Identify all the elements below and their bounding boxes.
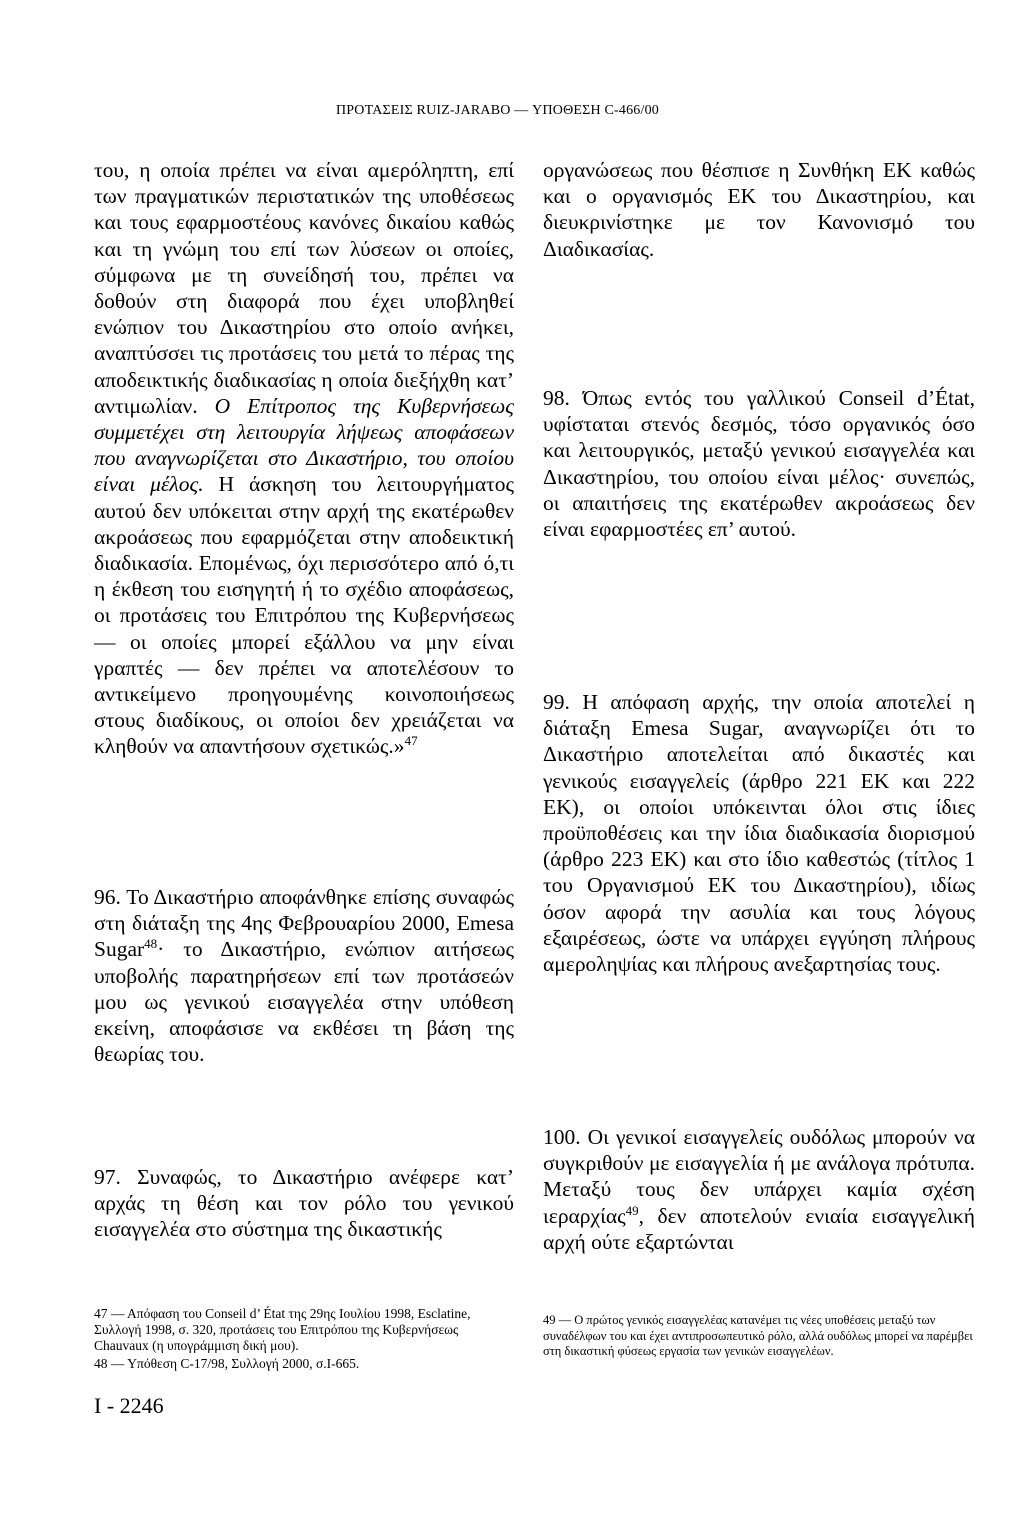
paragraph-continuation: του, η οποία πρέπει να είναι αμερόληπτη, επί των πραγματικών περιστατικών της υποθέσεως και τους εφαρμοστέους κανόνες δικαίου καθώς και τη γνώμη του επί των λύσεων οι οποίες, σύμφωνα με τη συνείδησή του, πρέπει να δοθούν στη διαφορά που έχει υποβληθεί ενώπιον του Δικαστηρίου στο οποίο ανήκει, αναπτύσσει τις προτάσεις του μετά το πέρας της αποδεικτικής διαδικασίας η οποία διεξήχθη κατ’ αντιμωλίαν. Ο Επίτροπος της Κυβερνήσεως συμμετέχει στη λειτουργία λήψεως αποφάσεων που αναγνωρίζεται στο Δικαστήριο, του οποίου είναι μέλος. Η άσκηση του λειτουργήματος αυτού δεν υπόκειται στην αρχή της εκατέρωθεν ακροάσεως που εφαρμόζεται στην αποδεικτική διαδικασία. Επομένως, όχι περισσότερο από ό,τι η έκθεση του εισηγητή ή το σχέδιο αποφάσεως, οι προτάσεις του Επιτρόπου της Κυβερνήσεως — οι οποίες μπορεί εξάλλου να μην είναι γραπτές — δεν πρέπει να αποτελέσουν το αντικείμενο προηγουμένης κοινοποιήσεως στους διαδίκους, οι οποίοι δεν χρειάζεται να κληθούν να απαντήσουν σχετικώς.»$^{47}$ [94,158,515,759]
left-column-block-1 [94,157,514,760]
italic-quote: Ο Επίτροπος της Κυβερνήσεως συμμετέχει στη λειτουργία λήψεως αποφάσεων που αναγνωρίζεται στο Δικαστήριο, του οποίου είναι μέλος. [94,393,514,497]
footnote-47: 47 — Απόφαση του Conseil d’ État της 29ης Ιουλίου 1998, Esclatine, Συλλογή 1998, σ. 320, προτάσεις του Επιτρόπου της Κυβερνήσεως Chauvaux (η υπογράμμιση δική μου). [94,1306,471,1353]
paragraph-99: 99. Η απόφαση αρχής, την οποία αποτελεί η διάταξη Emesa Sugar, αναγνωρίζει ότι το Δικαστήριο αποτελείται από δικαστές και γενικούς εισαγγελείς (άρθρο 221 ΕΚ και 222 ΕΚ), οι οποίοι υπόκεινται όλοι στις ίδιες προϋποθέσεις και την ίδια διαδικασία διορισμού (άρθρο 223 ΕΚ) και στο ίδιο καθεστώς (τίτλος 1 του Οργανισμού ΕΚ του Δικαστηρίου), ιδίως όσον αφορά την ασυλία και τους λόγους εξαιρέσεως, ώστε να υπάρχει εγγύηση πλήρους αμεροληψίας και πλήρους ανεξαρτησίας τους. [543,690,975,977]
paragraph-97: 97. Συναφώς, το Δικαστήριο ανέφερε κατ’ αρχάς τη θέση και τον ρόλο του γενικού εισαγγελέα στο σύστημα της δικαστικής [94,1165,514,1242]
footnote-ref-48[interactable]: 48 [144,936,158,952]
page-number: I - 2246 [94,1393,164,1418]
paragraph-100: 100. Οι γενικοί εισαγγελείς ουδόλως μπορούν να συγκριθούν με εισαγγελία ή με ανάλογα πρότυπα. Μεταξύ τους δεν υπάρχει καμία σχέση ιεραρχίας$^{49}$, δεν αποτελούν ενιαία εισαγγελική αρχή ούτε εξαρτώνται [543,1125,975,1254]
running-header: ΠΡΟΤΑΣΕΙΣ RUIZ-JARABO — ΥΠΟΘΕΣΗ C-466/00 [336,103,659,118]
right-column-continuation: οργανώσεως που θέσπισε η Συνθήκη ΕΚ καθώς και ο οργανισμός ΕΚ του Δικαστηρίου, και διευκρινίστηκε με τον Κανονισμό του Διαδικασίας. [543,158,975,261]
footnote-ref-49[interactable]: 49 [625,1202,639,1218]
paragraph-98: 98. Όπως εντός του γαλλικού Conseil d’État, υφίσταται στενός δεσμός, τόσο οργανικός όσο και λειτουργικός, μεταξύ γενικού εισαγγελέα και Δικαστηρίου, του οποίου είναι μέλος· συνεπώς, οι απαιτήσεις της εκατέρωθεν ακροάσεως δεν είναι εφαρμοστέες επ’ αυτού. [543,386,975,542]
footnote-ref-47[interactable]: 47 [404,733,418,749]
footnote-49: 49 — Ο πρώτος γενικός εισαγγελέας κατανέμει τις νέες υποθέσεις μεταξύ των συναδέλφων του και έχει αντιπροσωπευτικό ρόλο, αλλά ουδόλως μπορεί να παρέμβει στη δικαστική φύσεως εργασία των γενικών εισαγγελέων. [543,1313,973,1358]
footnote-48: 48 — Υπόθεση C-17/98, Συλλογή 2000, σ.I-665. [94,1356,360,1371]
paragraph-96: 96. Το Δικαστήριο αποφάνθηκε επίσης συναφώς στη διάταξη της 4ης Φεβρουαρίου 2000, Emesa Sugar$^{48}$· το Δικαστήριο, ενώπιον αιτήσεως υποβολής παρατηρήσεων επί των προτάσεών μου ως γενικού εισαγγελέα στην υπόθεση εκείνη, αποφάσισε να εκθέσει τη βάση της θεωρίας του. [94,885,514,1067]
